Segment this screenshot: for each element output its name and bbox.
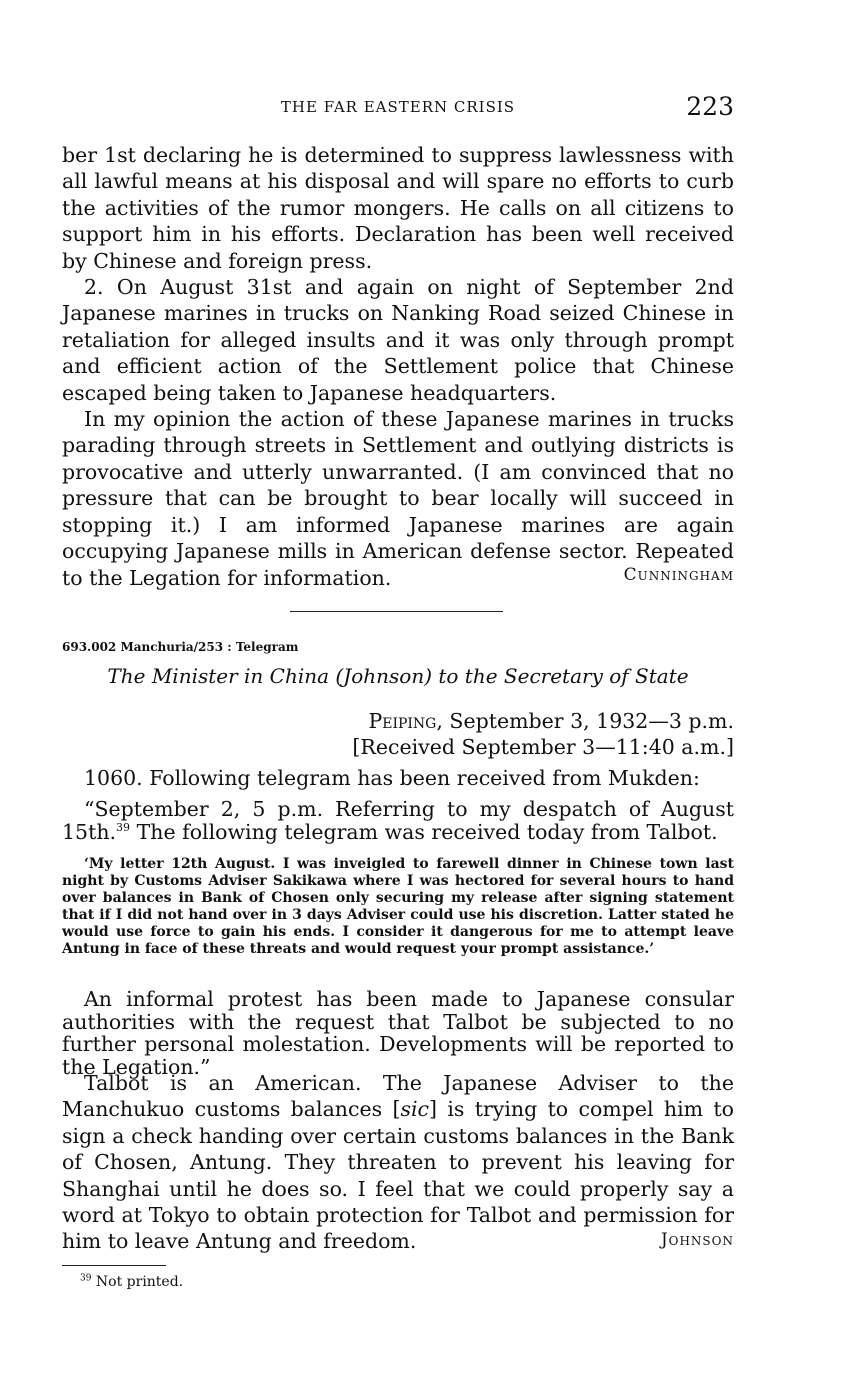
footnote-text: Not printed. [95,1274,184,1290]
intro-line [62,765,734,791]
continued-telegram-text [62,142,734,591]
closing-paragraph [62,1070,734,1255]
quoted-telegram-start [62,798,734,843]
section-divider [290,611,503,612]
footnote-ref: 39 [116,820,131,834]
dateline [352,708,734,760]
quote-opening-text: “September 2, 5 p.m. Referring to my despatch of August 15th. [62,797,734,844]
closing-text-end: ] is trying to compel him to sign a check handing over certain customs balances in the Bank of Chosen, Antung. They threaten to prevent his leaving for Shanghai until he does so. I feel that we could properly say a word at Tokyo to obtain protection for Talbot and permission for him to leave Antung and freedom. [62,1097,734,1254]
paragraph-3: In my opinion the action of these Japanese marines in trucks parading through streets in Settlement and outlying districts is provocative and utterly unwarranted. (I am convinced that no pressure that can be brought to bear locally will succeed in stopping it.) I am informed Japanese marines are again occupying Japanese mills in American defense sector. Repeated to the Legation for information. [62,407,734,590]
inner-quoted-message [62,856,734,958]
intro-text: 1060. Following telegram has been received from Mukden: [84,766,700,790]
page-number: 223 [686,92,734,121]
quote-opening [62,798,734,843]
file-reference: 693.002 Manchuria/253 : Telegram [62,640,299,654]
quote-closing-text: An informal protest has been made to Japanese consular authorities with the request that Talbot be subjected to no further personal molestation. Developments will be reported to the Legation.” [62,987,734,1079]
quoted-telegram-end [62,988,734,1078]
document-title: The Minister in China (Johnson) to the Secretary of State [107,664,689,688]
footnote-marker: 39 [80,1273,92,1284]
dateline-received: [Received September 3—11:40 a.m.] [352,735,734,759]
closing-text [62,1070,734,1255]
paragraph-2: 2. On August 31st and again on night of September 2nd Japanese marines in trucks on Nanking Road seized Chinese in retaliation for alleged insults and it was only through prompt and efficient action of the Settlement police that Chinese escaped being taken to Japanese headquarters. [62,275,734,405]
sic-notation: sic [400,1097,430,1122]
paragraph-continued: ber 1st declaring he is determined to suppress lawlessness with all lawful means at his disposal and will spare no efforts to curb the activities of the rumor mongers. He calls on all citizens to support him in his efforts. Declaration has been well received by Chinese and foreign press. [62,143,734,273]
inner-quote-text: ‘My letter 12th August. I was inveigled to farewell dinner in Chinese town last night by Customs Adviser Sakikawa where I was hectored for several hours to hand over balances in Bank of Chosen only securing my release after signing statement that if I did not hand over in 3 days Adviser could use his discretion. Latter stated he would use force to gain his ends. I consider it dangerous for me to attempt leave Antung in face of these threats and would request your prompt assistance.’ [62,856,734,957]
closing-text-start: Talbot is an American. The Japanese Adviser to the Manchukuo customs balances [ [62,1071,734,1122]
dateline-place: Peiping [368,709,437,733]
signature-cunningham: Cunningham [623,565,734,585]
quote-opening-continued: The following telegram was received today from Talbot. [136,819,718,844]
dateline-date: , September 3, 1932—3 p.m. [436,709,734,733]
signature-johnson: Johnson [660,1230,734,1250]
running-head: THE FAR EASTERN CRISIS [280,98,516,116]
footnote [80,1274,183,1290]
footnote-divider [62,1265,166,1266]
dateline-sent [352,708,734,734]
